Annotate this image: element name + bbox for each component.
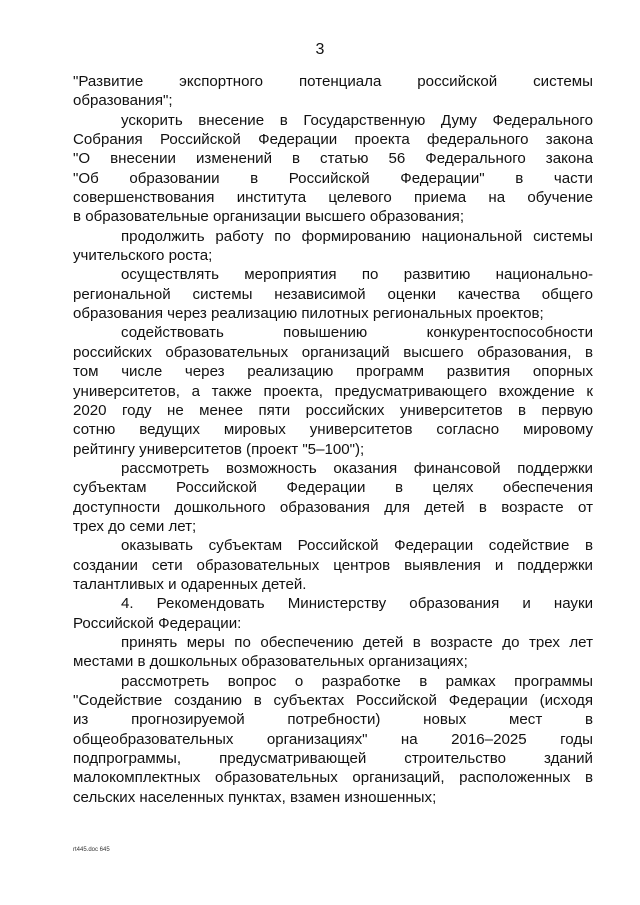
text-line: региональной системы независимой оценки качества общего: [73, 285, 593, 303]
text-line: малокомплектных образовательных организаций, расположенных в: [73, 769, 593, 787]
paragraph: [73, 536, 593, 594]
footer-file-reference: rt445.doc 645: [73, 847, 110, 853]
paragraph: [73, 72, 593, 111]
text-line: рейтингу университетов (проект "5–100");: [73, 440, 365, 458]
text-line: в образовательные организации высшего образования;: [73, 208, 465, 226]
text-line: Собрания Российской Федерации проекта федерального закона: [73, 131, 593, 149]
paragraph: [73, 594, 593, 633]
text-line: осуществлять мероприятия по развитию национально-: [121, 266, 593, 284]
text-line: университетов, а также проекта, предусматривающего вхождение к: [73, 382, 593, 400]
text-line: рассмотреть возможность оказания финансовой поддержки: [121, 459, 593, 477]
paragraph: [73, 633, 593, 672]
text-line: принять меры по обеспечению детей в возрасте до трех лет: [121, 633, 593, 651]
text-line: 4. Рекомендовать Министерству образования и науки: [121, 595, 593, 613]
text-line: учительского роста;: [73, 247, 213, 265]
paragraph: [73, 672, 593, 807]
text-line: 2020 году не менее пяти российских университетов в первую: [73, 401, 593, 419]
text-line: "Развитие экспортного потенциала российской системы: [73, 73, 593, 90]
text-line: "Об образовании в Российской Федерации" в части: [73, 169, 593, 187]
paragraph: [73, 265, 593, 323]
text-line: общеобразовательных организациях" на 2016–2025 годы: [73, 730, 593, 748]
text-line: оказывать субъектам Российской Федерации содействие в: [121, 537, 593, 555]
text-line: создании сети образовательных центров выявления и поддержки: [73, 556, 593, 574]
text-line: субъектам Российской Федерации в целях обеспечения: [73, 479, 593, 497]
text-line: том числе через реализацию программ развития опорных: [73, 363, 593, 381]
text-line: талантливых и одаренных детей.: [73, 575, 307, 593]
text-line: содействовать повышению конкурентоспособности: [121, 324, 593, 342]
text-line: совершенствования института целевого приема на обучение: [73, 189, 593, 207]
text-line: образования";: [73, 92, 173, 110]
text-line: образования через реализацию пилотных региональных проектов;: [73, 305, 544, 323]
text-line: "О внесении изменений в статью 56 Федерального закона: [73, 150, 593, 168]
text-line: подпрограммы, предусматривающей строительство зданий: [73, 750, 593, 768]
text-line: ускорить внесение в Государственную Думу Федерального: [121, 111, 593, 129]
paragraph: [73, 459, 593, 536]
text-line: Российской Федерации:: [73, 614, 242, 632]
paragraph: [73, 111, 593, 227]
text-line: доступности дошкольного образования для детей в возрасте от: [73, 498, 593, 516]
paragraph: [73, 227, 593, 266]
text-line: российских образовательных организаций высшего образования, в: [73, 343, 593, 361]
text-line: "Содействие созданию в субъектах Российской Федерации (исходя: [73, 692, 593, 709]
text-line: трех до семи лет;: [73, 517, 197, 535]
document-body: [73, 72, 593, 807]
text-line: местами в дошкольных образовательных организациях;: [73, 653, 468, 671]
text-line: из прогнозируемой потребности) новых мест в: [73, 711, 593, 729]
page-number: 3: [315, 41, 325, 58]
text-line: продолжить работу по формированию национальной системы: [121, 227, 593, 245]
text-line: сотню ведущих мировых университетов согласно мировому: [73, 421, 593, 439]
text-line: сельских населенных пунктах, взамен изношенных;: [73, 788, 437, 806]
paragraph: [73, 323, 593, 458]
text-line: рассмотреть вопрос о разработке в рамках программы: [121, 672, 593, 690]
